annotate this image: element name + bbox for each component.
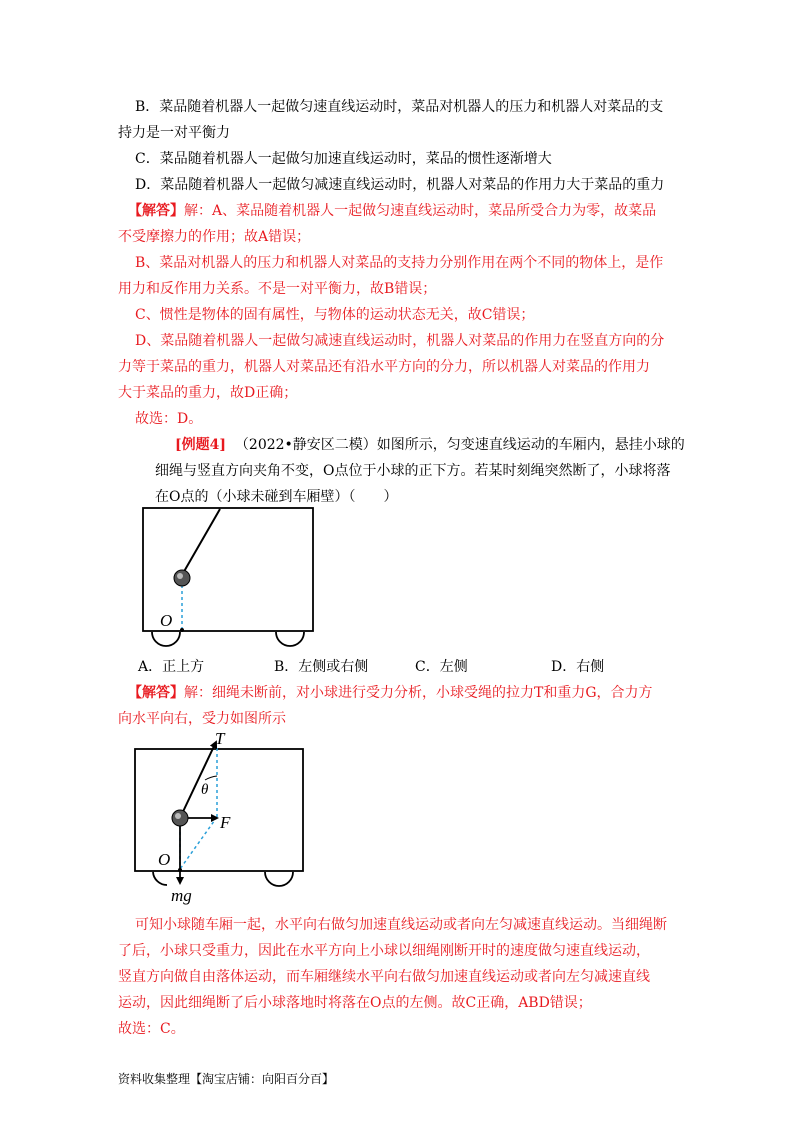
label-f: F bbox=[220, 813, 231, 832]
diagonal-dashed-line bbox=[180, 817, 217, 869]
ball-highlight bbox=[175, 813, 181, 819]
answer2-line4: 了后，小球只受重力，因此在水平方向上小球以细绳刚断开时的速度做匀速直线运动， bbox=[118, 943, 650, 959]
answer1-line8: 大于菜品的重力，故D正确； bbox=[118, 385, 298, 401]
option-a[interactable]: A．正上方 bbox=[138, 659, 205, 675]
example4-line2: 细绳与竖直方向夹角不变，O点位于小球的正下方。若某时刻绳突然断了，小球将落 bbox=[155, 463, 671, 479]
wheel-left bbox=[152, 632, 180, 646]
label-t: T bbox=[215, 729, 225, 748]
answer2-line3: 可知小球随车厢一起，水平向右做匀加速直线运动或者向左匀减速直线运动。当细绳断 bbox=[135, 917, 667, 933]
wheel-left bbox=[153, 872, 167, 885]
answer1-text: 解：A、菜品随着机器人一起做匀速直线运动时，菜品所受合力为零，故菜品 bbox=[184, 203, 657, 219]
example4-text: （2022•静安区二模）如图所示，匀变速直线运动的车厢内，悬挂小球的 bbox=[234, 437, 685, 453]
ball-highlight bbox=[177, 573, 183, 579]
answer1-line9: 故选：D。 bbox=[135, 411, 203, 427]
answer1-line2: 不受摩擦力的作用；故A错误； bbox=[118, 229, 311, 245]
answer2-line6: 运动，因此细绳断了后小球落地时将落在O点的左侧。故C正确，ABD错误； bbox=[118, 995, 592, 1011]
answer2-text: 解：细绳未断前，对小球进行受力分析，小球受绳的拉力T和重力G，合力方 bbox=[184, 685, 653, 701]
answer1-line6: D、菜品随着机器人一起做匀减速直线运动时，机器人对菜品的作用力在竖直方向的分 bbox=[135, 333, 665, 349]
example-label: [例题4] bbox=[175, 437, 226, 453]
label-mg: mg bbox=[171, 886, 192, 905]
example4-line3: 在O点的（小球未碰到车厢壁）（ ） bbox=[155, 489, 398, 505]
option-d[interactable]: D．右侧 bbox=[551, 659, 605, 675]
answer1-line7: 力等于菜品的重力，机器人对菜品还有沿水平方向的分力，所以机器人对菜品的作用力 bbox=[118, 359, 650, 375]
label-theta: θ bbox=[201, 782, 209, 798]
string bbox=[182, 509, 220, 575]
example4-options bbox=[138, 658, 738, 676]
answer2-line7: 故选：C。 bbox=[118, 1021, 185, 1037]
answer1-line3: B、菜品对机器人的压力和机器人对菜品的支持力分别作用在两个不同的物体上，是作 bbox=[135, 255, 664, 271]
option-d: D．菜品随着机器人一起做匀减速直线运动时，机器人对菜品的作用力大于菜品的重力 bbox=[135, 177, 665, 193]
tension-arrow bbox=[180, 742, 216, 818]
option-b[interactable]: B．左侧或右侧 bbox=[274, 659, 369, 675]
figure-force-diagram bbox=[125, 728, 320, 908]
answer2-line2: 向水平向右，受力如图所示 bbox=[118, 711, 286, 727]
wheel-right bbox=[265, 872, 293, 886]
point-o bbox=[178, 868, 182, 872]
option-b-line1: B．菜品随着机器人一起做匀速直线运动时，菜品对机器人的压力和机器人对菜品的支 bbox=[135, 99, 664, 115]
label-o: O bbox=[160, 611, 173, 630]
wheel-right bbox=[276, 632, 304, 646]
point-o bbox=[180, 628, 184, 632]
answer2-line1 bbox=[128, 684, 653, 702]
option-b-line2: 持力是一对平衡力 bbox=[118, 125, 230, 141]
footer: 资料收集整理【淘宝店铺：向阳百分百】 bbox=[118, 1072, 335, 1086]
option-c[interactable]: C．左侧 bbox=[415, 659, 468, 675]
figure-carriage-1 bbox=[130, 505, 320, 655]
answer2-line5: 竖直方向做自由落体运动，而车厢继续水平向右做匀加速直线运动或者向左匀减速直线 bbox=[118, 969, 650, 985]
answer-tag: 【解答】 bbox=[128, 203, 184, 219]
example4-line1 bbox=[175, 436, 685, 454]
answer1-line4: 用力和反作用力关系。不是一对平衡力，故B错误； bbox=[118, 281, 437, 297]
answer1-line1 bbox=[128, 202, 656, 220]
answer1-line5: C、惯性是物体的固有属性，与物体的运动状态无关，故C错误； bbox=[135, 307, 535, 323]
label-o: O bbox=[158, 850, 171, 869]
option-c: C．菜品随着机器人一起做匀加速直线运动时，菜品的惯性逐渐增大 bbox=[135, 151, 552, 167]
answer-tag: 【解答】 bbox=[128, 685, 184, 701]
angle-arc bbox=[205, 776, 217, 780]
